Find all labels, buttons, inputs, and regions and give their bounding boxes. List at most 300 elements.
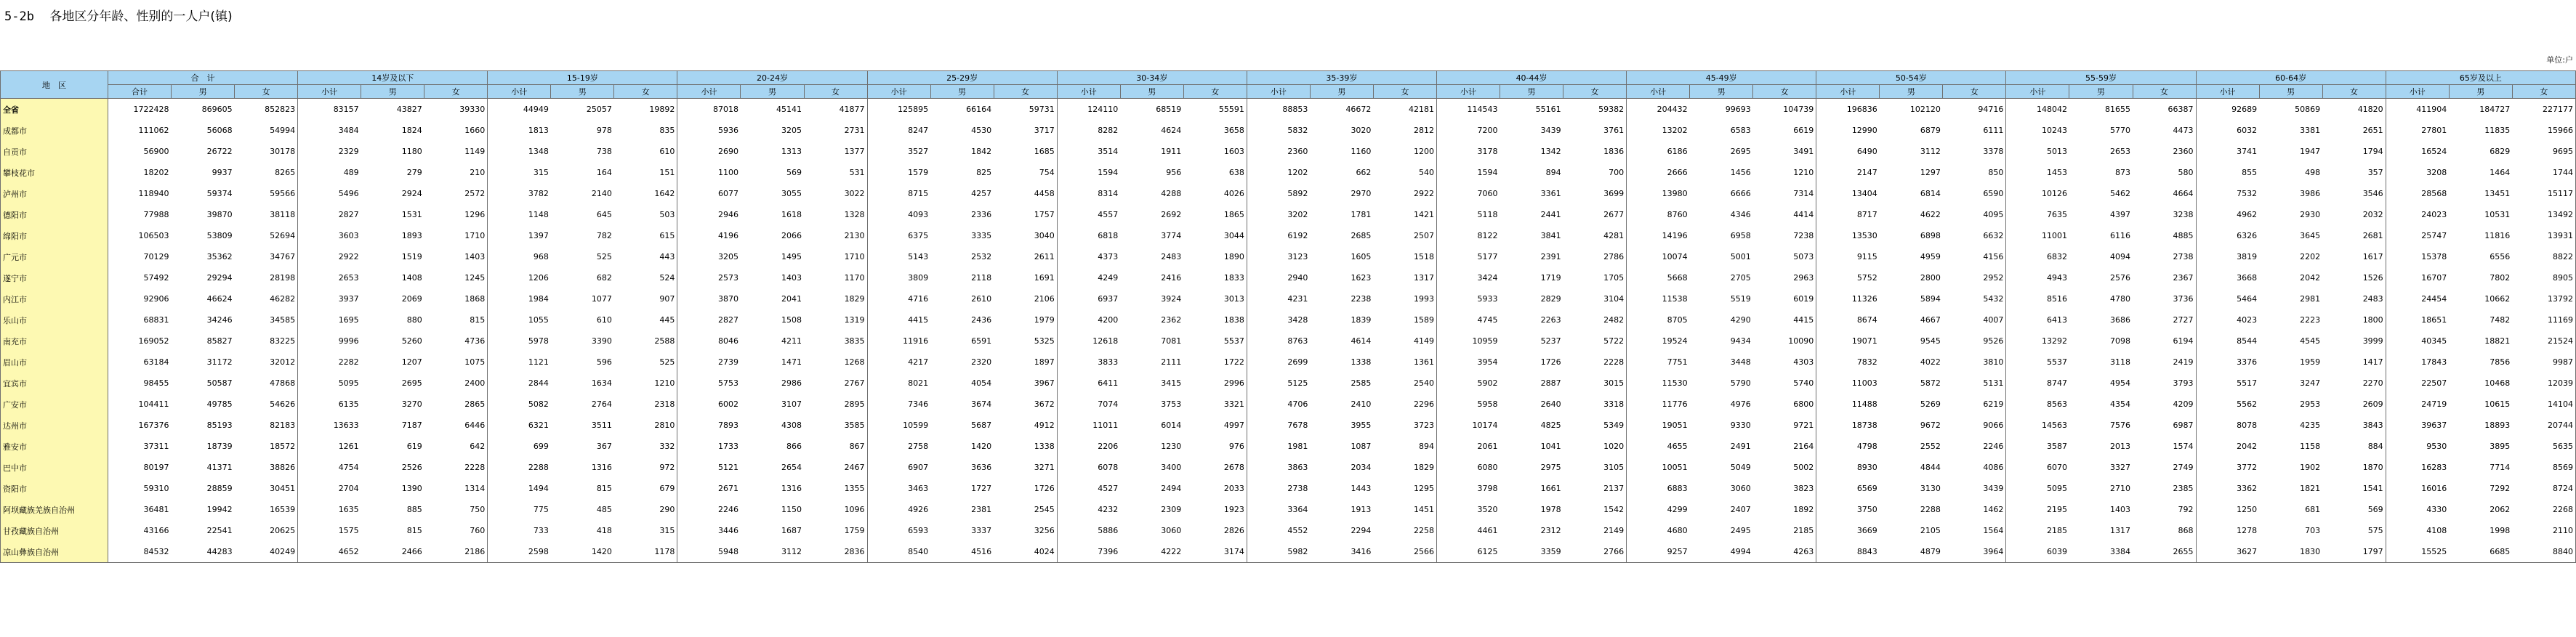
value-cell: 866 <box>786 442 802 451</box>
value-cell: 3937 <box>338 294 359 304</box>
value-cell: 1041 <box>1540 442 1561 451</box>
value-cell: 3446 <box>717 526 738 535</box>
value-cell: 59731 <box>994 99 1057 121</box>
value-cell: 40345 <box>2421 336 2447 346</box>
value-cell: 2695 <box>401 378 422 388</box>
value-cell: 39330 <box>424 99 488 121</box>
value-cell: 6077 <box>717 189 738 198</box>
value-cell: 18739 <box>206 442 233 451</box>
value-cell: 196836 <box>1846 105 1877 114</box>
value-cell: 1278 <box>2237 526 2258 535</box>
value-cell: 4655 <box>1667 442 1688 451</box>
value-cell: 638 <box>1183 162 1247 183</box>
value-cell: 6446 <box>424 415 488 436</box>
value-cell: 1096 <box>804 499 867 520</box>
value-cell: 13530 <box>1851 231 1877 240</box>
value-cell: 531 <box>804 162 867 183</box>
value-cell: 1719 <box>1540 273 1561 283</box>
value-cell: 524 <box>614 267 677 288</box>
value-cell: 2677 <box>1563 204 1627 225</box>
value-cell: 2970 <box>1351 189 1372 198</box>
value-cell: 2391 <box>1540 252 1561 261</box>
value-cell: 5121 <box>717 463 738 472</box>
value-cell: 4885 <box>2133 225 2196 246</box>
value-cell: 2844 <box>528 378 549 388</box>
header-sub: 小计 <box>1436 85 1500 99</box>
value-cell: 3627 <box>2196 541 2259 563</box>
value-cell: 1342 <box>1540 147 1561 156</box>
value-cell: 3376 <box>2237 357 2258 367</box>
header-sub: 男 <box>1690 85 1753 99</box>
value-cell: 7482 <box>2490 315 2511 325</box>
value-cell: 1913 <box>1351 505 1372 514</box>
value-cell: 1462 <box>1943 499 2006 520</box>
header-sub: 女 <box>614 85 677 99</box>
value-cell: 7346 <box>908 399 929 409</box>
value-cell: 1824 <box>401 126 422 135</box>
value-cell: 1797 <box>2322 541 2386 563</box>
value-cell: 1829 <box>1373 457 1436 478</box>
value-cell: 1695 <box>338 315 359 325</box>
value-cell: 4461 <box>1477 526 1498 535</box>
table-title <box>4 6 233 24</box>
value-cell: 2206 <box>1098 442 1119 451</box>
value-cell: 792 <box>2133 499 2196 520</box>
value-cell: 8715 <box>908 189 929 198</box>
value-cell: 1660 <box>424 120 488 141</box>
value-cell: 1781 <box>1351 210 1372 219</box>
table-row <box>1 288 2576 309</box>
value-cell: 445 <box>614 309 677 330</box>
value-cell: 28568 <box>2421 189 2447 198</box>
value-cell: 8563 <box>2046 399 2067 409</box>
value-cell: 1355 <box>804 478 867 499</box>
value-cell: 8674 <box>1856 315 1877 325</box>
value-cell: 498 <box>2305 168 2321 177</box>
value-cell: 118940 <box>138 189 169 198</box>
value-cell: 5872 <box>1920 378 1941 388</box>
value-cell: 59382 <box>1563 99 1627 121</box>
region-cell: 成都市 <box>1 120 108 141</box>
value-cell: 8747 <box>2046 378 2067 388</box>
value-cell: 10126 <box>2041 189 2067 198</box>
value-cell: 3810 <box>1943 352 2006 373</box>
value-cell: 2800 <box>1920 273 1941 283</box>
value-cell: 5958 <box>1477 399 1498 409</box>
value-cell: 3669 <box>1856 526 1877 535</box>
value-cell: 2671 <box>717 484 738 493</box>
value-cell: 3130 <box>1920 484 1941 493</box>
value-cell: 7074 <box>1098 399 1119 409</box>
value-cell: 3015 <box>1563 373 1627 394</box>
value-cell: 1993 <box>1373 288 1436 309</box>
header-sub: 小计 <box>677 85 741 99</box>
value-cell: 2042 <box>2237 442 2258 451</box>
value-cell: 3520 <box>1477 505 1498 514</box>
value-cell: 43166 <box>143 526 169 535</box>
value-cell: 7187 <box>401 421 422 430</box>
value-cell: 2137 <box>1563 478 1627 499</box>
value-cell: 8540 <box>867 541 930 563</box>
value-cell: 3104 <box>1563 288 1627 309</box>
value-cell: 1348 <box>528 147 549 156</box>
value-cell: 2704 <box>338 484 359 493</box>
value-cell: 884 <box>2322 436 2386 457</box>
value-cell: 46282 <box>235 288 298 309</box>
table-row <box>1 183 2576 204</box>
value-cell: 2598 <box>488 541 551 563</box>
value-cell: 4557 <box>1098 210 1119 219</box>
value-cell: 642 <box>424 436 488 457</box>
value-cell: 114543 <box>1467 105 1498 114</box>
value-cell: 1833 <box>1183 267 1247 288</box>
value-cell: 2186 <box>424 541 488 563</box>
value-cell: 2986 <box>781 378 802 388</box>
value-cell: 3044 <box>1183 225 1247 246</box>
value-cell: 5462 <box>2110 189 2130 198</box>
value-cell: 52694 <box>235 225 298 246</box>
header-group: 55-59岁 <box>2006 71 2196 85</box>
value-cell: 1456 <box>1730 168 1751 177</box>
header-sub: 男 <box>930 85 994 99</box>
header-group: 50-54岁 <box>1816 71 2006 85</box>
value-cell: 3645 <box>2300 231 2321 240</box>
value-cell: 148042 <box>2036 105 2067 114</box>
value-cell: 7714 <box>2490 463 2511 472</box>
value-cell: 6591 <box>971 336 992 346</box>
value-cell: 1984 <box>528 294 549 304</box>
value-cell: 2130 <box>804 225 867 246</box>
value-cell: 2540 <box>1373 373 1436 394</box>
value-cell: 3782 <box>528 189 549 198</box>
value-cell: 1230 <box>1161 442 1182 451</box>
value-cell: 615 <box>614 225 677 246</box>
value-cell: 2110 <box>2512 520 2575 541</box>
value-cell: 210 <box>424 162 488 183</box>
region-cell: 资阳市 <box>1 478 108 499</box>
value-cell: 7893 <box>717 421 738 430</box>
region-cell: 遂宁市 <box>1 267 108 288</box>
value-cell: 1685 <box>994 141 1057 162</box>
value-cell: 4222 <box>1120 541 1183 563</box>
table-row <box>1 204 2576 225</box>
value-cell: 8930 <box>1856 463 1877 472</box>
value-cell: 5496 <box>338 189 359 198</box>
table-row <box>1 309 2576 330</box>
value-cell: 6080 <box>1477 463 1498 472</box>
value-cell: 3335 <box>971 231 992 240</box>
value-cell: 2953 <box>2300 399 2321 409</box>
value-cell: 3040 <box>994 225 1057 246</box>
value-cell: 1744 <box>2512 162 2575 183</box>
value-cell: 2105 <box>1920 526 1941 535</box>
value-cell: 3428 <box>1287 315 1308 325</box>
value-cell: 2410 <box>1351 399 1372 409</box>
value-cell: 6039 <box>2006 541 2069 563</box>
value-cell: 5519 <box>1730 294 1751 304</box>
value-cell: 2666 <box>1667 168 1688 177</box>
value-cell: 2829 <box>1540 294 1561 304</box>
value-cell: 9115 <box>1856 252 1877 261</box>
value-cell: 3668 <box>2237 273 2258 283</box>
value-cell: 3123 <box>1287 252 1308 261</box>
value-cell: 8760 <box>1667 210 1688 219</box>
value-cell: 3415 <box>1161 378 1182 388</box>
header-sub: 小计 <box>2196 85 2259 99</box>
value-cell: 3761 <box>1563 120 1627 141</box>
value-cell: 1148 <box>528 210 549 219</box>
value-cell: 80197 <box>143 463 169 472</box>
value-cell: 1317 <box>1373 267 1436 288</box>
value-cell: 5668 <box>1667 273 1688 283</box>
value-cell: 5432 <box>1943 288 2006 309</box>
value-cell: 1451 <box>1373 499 1436 520</box>
value-cell: 4825 <box>1540 421 1561 430</box>
value-cell: 66387 <box>2133 99 2196 121</box>
value-cell: 56068 <box>206 126 233 135</box>
value-cell: 489 <box>343 168 359 177</box>
value-cell: 3202 <box>1287 210 1308 219</box>
value-cell: 3337 <box>971 526 992 535</box>
value-cell: 1295 <box>1373 478 1436 499</box>
value-cell: 66164 <box>966 105 992 114</box>
value-cell: 1403 <box>2110 505 2130 514</box>
value-cell: 2367 <box>2133 267 2196 288</box>
value-cell: 1564 <box>1943 520 2006 541</box>
value-cell: 1464 <box>2490 168 2511 177</box>
value-cell: 3361 <box>1540 189 1561 198</box>
value-cell: 5635 <box>2512 436 2575 457</box>
value-cell: 815 <box>406 526 422 535</box>
value-cell: 85193 <box>206 421 233 430</box>
value-cell: 880 <box>406 315 422 325</box>
value-cell: 1202 <box>1287 168 1308 177</box>
value-cell: 29294 <box>206 273 233 283</box>
value-cell: 2975 <box>1540 463 1561 472</box>
value-cell: 825 <box>976 168 992 177</box>
value-cell: 5095 <box>338 378 359 388</box>
value-cell: 6666 <box>1730 189 1751 198</box>
value-cell: 4023 <box>2237 315 2258 325</box>
value-cell: 4200 <box>1098 315 1119 325</box>
header-sub: 小计 <box>867 85 930 99</box>
value-cell: 411904 <box>2416 105 2447 114</box>
value-cell: 2609 <box>2322 394 2386 415</box>
value-cell: 25057 <box>586 105 612 114</box>
value-cell: 1207 <box>401 357 422 367</box>
value-cell: 2739 <box>717 357 738 367</box>
value-cell: 4299 <box>1667 505 1688 514</box>
value-cell: 2766 <box>1563 541 1627 563</box>
value-cell: 1642 <box>614 183 677 204</box>
value-cell: 3107 <box>781 399 802 409</box>
value-cell: 1979 <box>994 309 1057 330</box>
header-sub: 小计 <box>2006 85 2069 99</box>
value-cell: 4007 <box>1943 309 2006 330</box>
value-cell: 2640 <box>1540 399 1561 409</box>
value-cell: 3964 <box>1943 541 2006 563</box>
value-cell: 3798 <box>1477 484 1498 493</box>
value-cell: 4263 <box>1753 541 1816 563</box>
value-cell: 44949 <box>523 105 549 114</box>
value-cell: 315 <box>533 168 549 177</box>
value-cell: 2699 <box>1287 357 1308 367</box>
header-sub: 女 <box>235 85 298 99</box>
region-cell: 阿坝藏族羌族自治州 <box>1 499 108 520</box>
value-cell: 1623 <box>1351 273 1372 283</box>
value-cell: 1178 <box>614 541 677 563</box>
value-cell: 8078 <box>2237 421 2258 430</box>
value-cell: 4288 <box>1161 189 1182 198</box>
value-cell: 77988 <box>143 210 169 219</box>
value-cell: 34246 <box>206 315 233 325</box>
header-sub: 女 <box>1563 85 1627 99</box>
value-cell: 8717 <box>1856 210 1877 219</box>
value-cell: 11326 <box>1851 294 1877 304</box>
value-cell: 2576 <box>2110 273 2130 283</box>
value-cell: 5687 <box>971 421 992 430</box>
value-cell: 3527 <box>908 147 929 156</box>
value-cell: 82183 <box>235 415 298 436</box>
value-cell: 4308 <box>781 421 802 430</box>
value-cell: 2118 <box>971 273 992 283</box>
value-cell: 17843 <box>2421 357 2447 367</box>
value-cell: 1813 <box>528 126 549 135</box>
value-cell: 6078 <box>1098 463 1119 472</box>
value-cell: 5832 <box>1287 126 1308 135</box>
value-cell: 41877 <box>804 99 867 121</box>
value-cell: 1705 <box>1563 267 1627 288</box>
value-cell: 3364 <box>1287 505 1308 514</box>
value-cell: 1579 <box>908 168 929 177</box>
value-cell: 40249 <box>235 541 298 563</box>
value-cell: 1020 <box>1563 436 1627 457</box>
value-cell: 8247 <box>908 126 929 135</box>
value-cell: 3022 <box>804 183 867 204</box>
value-cell: 7856 <box>2490 357 2511 367</box>
unit-label: 单位:户 <box>2546 55 2573 65</box>
value-cell: 855 <box>2242 168 2258 177</box>
value-cell: 2294 <box>1351 526 1372 535</box>
value-cell: 38118 <box>235 204 298 225</box>
value-cell: 3955 <box>1351 421 1372 430</box>
value-cell: 5082 <box>528 399 549 409</box>
value-cell: 596 <box>596 357 612 367</box>
value-cell: 1158 <box>2300 442 2321 451</box>
value-cell: 2270 <box>2322 373 2386 394</box>
value-cell: 2360 <box>1287 147 1308 156</box>
value-cell: 1443 <box>1351 484 1372 493</box>
table-row <box>1 267 2576 288</box>
value-cell: 6032 <box>2237 126 2258 135</box>
value-cell: 3060 <box>1730 484 1751 493</box>
value-cell: 4473 <box>2133 120 2196 141</box>
value-cell: 1420 <box>551 541 614 563</box>
region-cell: 雅安市 <box>1 436 108 457</box>
value-cell: 2111 <box>1161 357 1182 367</box>
header-group: 65岁及以上 <box>2386 71 2575 85</box>
value-cell: 1100 <box>717 168 738 177</box>
value-cell: 700 <box>1563 162 1627 183</box>
value-cell: 6958 <box>1730 231 1751 240</box>
value-cell: 2826 <box>1183 520 1247 541</box>
value-cell: 7081 <box>1161 336 1182 346</box>
value-cell: 4346 <box>1730 210 1751 219</box>
value-cell: 4354 <box>2110 399 2130 409</box>
value-cell: 42181 <box>1373 99 1436 121</box>
value-cell: 1296 <box>424 204 488 225</box>
value-cell: 1794 <box>2322 141 2386 162</box>
value-cell: 21524 <box>2512 330 2575 352</box>
value-cell: 6883 <box>1667 484 1688 493</box>
value-cell: 2385 <box>2133 478 2196 499</box>
value-cell: 1508 <box>781 315 802 325</box>
value-cell: 1245 <box>424 267 488 288</box>
value-cell: 7635 <box>2046 210 2067 219</box>
value-cell: 4780 <box>2110 294 2130 304</box>
value-cell: 2731 <box>804 120 867 141</box>
value-cell: 2318 <box>614 394 677 415</box>
value-cell: 3378 <box>1943 141 2006 162</box>
value-cell: 873 <box>2115 168 2130 177</box>
value-cell: 2362 <box>1161 315 1182 325</box>
value-cell: 169052 <box>138 336 169 346</box>
value-cell: 2202 <box>2300 252 2321 261</box>
value-cell: 1206 <box>528 273 549 283</box>
value-cell: 4736 <box>424 330 488 352</box>
value-cell: 6879 <box>1920 126 1941 135</box>
value-cell: 1594 <box>1098 168 1119 177</box>
value-cell: 850 <box>1943 162 2006 183</box>
value-cell: 8763 <box>1287 336 1308 346</box>
value-cell: 50869 <box>2295 105 2321 114</box>
value-cell: 357 <box>2322 162 2386 183</box>
value-cell: 3819 <box>2237 252 2258 261</box>
value-cell: 5740 <box>1753 373 1816 394</box>
table-row <box>1 541 2576 563</box>
value-cell: 2061 <box>1477 442 1498 451</box>
value-cell: 151 <box>614 162 677 183</box>
value-cell: 3484 <box>338 126 359 135</box>
value-cell: 5770 <box>2110 126 2130 135</box>
value-cell: 8840 <box>2512 541 2575 563</box>
value-cell: 8843 <box>1816 541 1880 563</box>
region-cell: 广元市 <box>1 246 108 267</box>
value-cell: 2651 <box>2322 120 2386 141</box>
header-sub: 合计 <box>108 85 172 99</box>
header-sub: 女 <box>994 85 1057 99</box>
value-cell: 2940 <box>1287 273 1308 283</box>
value-cell: 4094 <box>2110 252 2130 261</box>
value-cell: 3178 <box>1477 147 1498 156</box>
value-cell: 7678 <box>1287 421 1308 430</box>
header-sub: 女 <box>1373 85 1436 99</box>
value-cell: 11001 <box>2041 231 2067 240</box>
value-cell: 3954 <box>1477 357 1498 367</box>
value-cell: 8265 <box>235 162 298 183</box>
value-cell: 4552 <box>1287 526 1308 535</box>
value-cell: 754 <box>994 162 1057 183</box>
value-cell: 1518 <box>1373 246 1436 267</box>
value-cell: 184727 <box>2479 105 2511 114</box>
value-cell: 5936 <box>717 126 738 135</box>
value-cell: 1574 <box>2133 436 2196 457</box>
value-cell: 5892 <box>1287 189 1308 198</box>
value-cell: 92689 <box>2231 105 2258 114</box>
value-cell: 6590 <box>1943 183 2006 204</box>
value-cell: 227177 <box>2512 99 2575 121</box>
value-cell: 6619 <box>1753 120 1816 141</box>
